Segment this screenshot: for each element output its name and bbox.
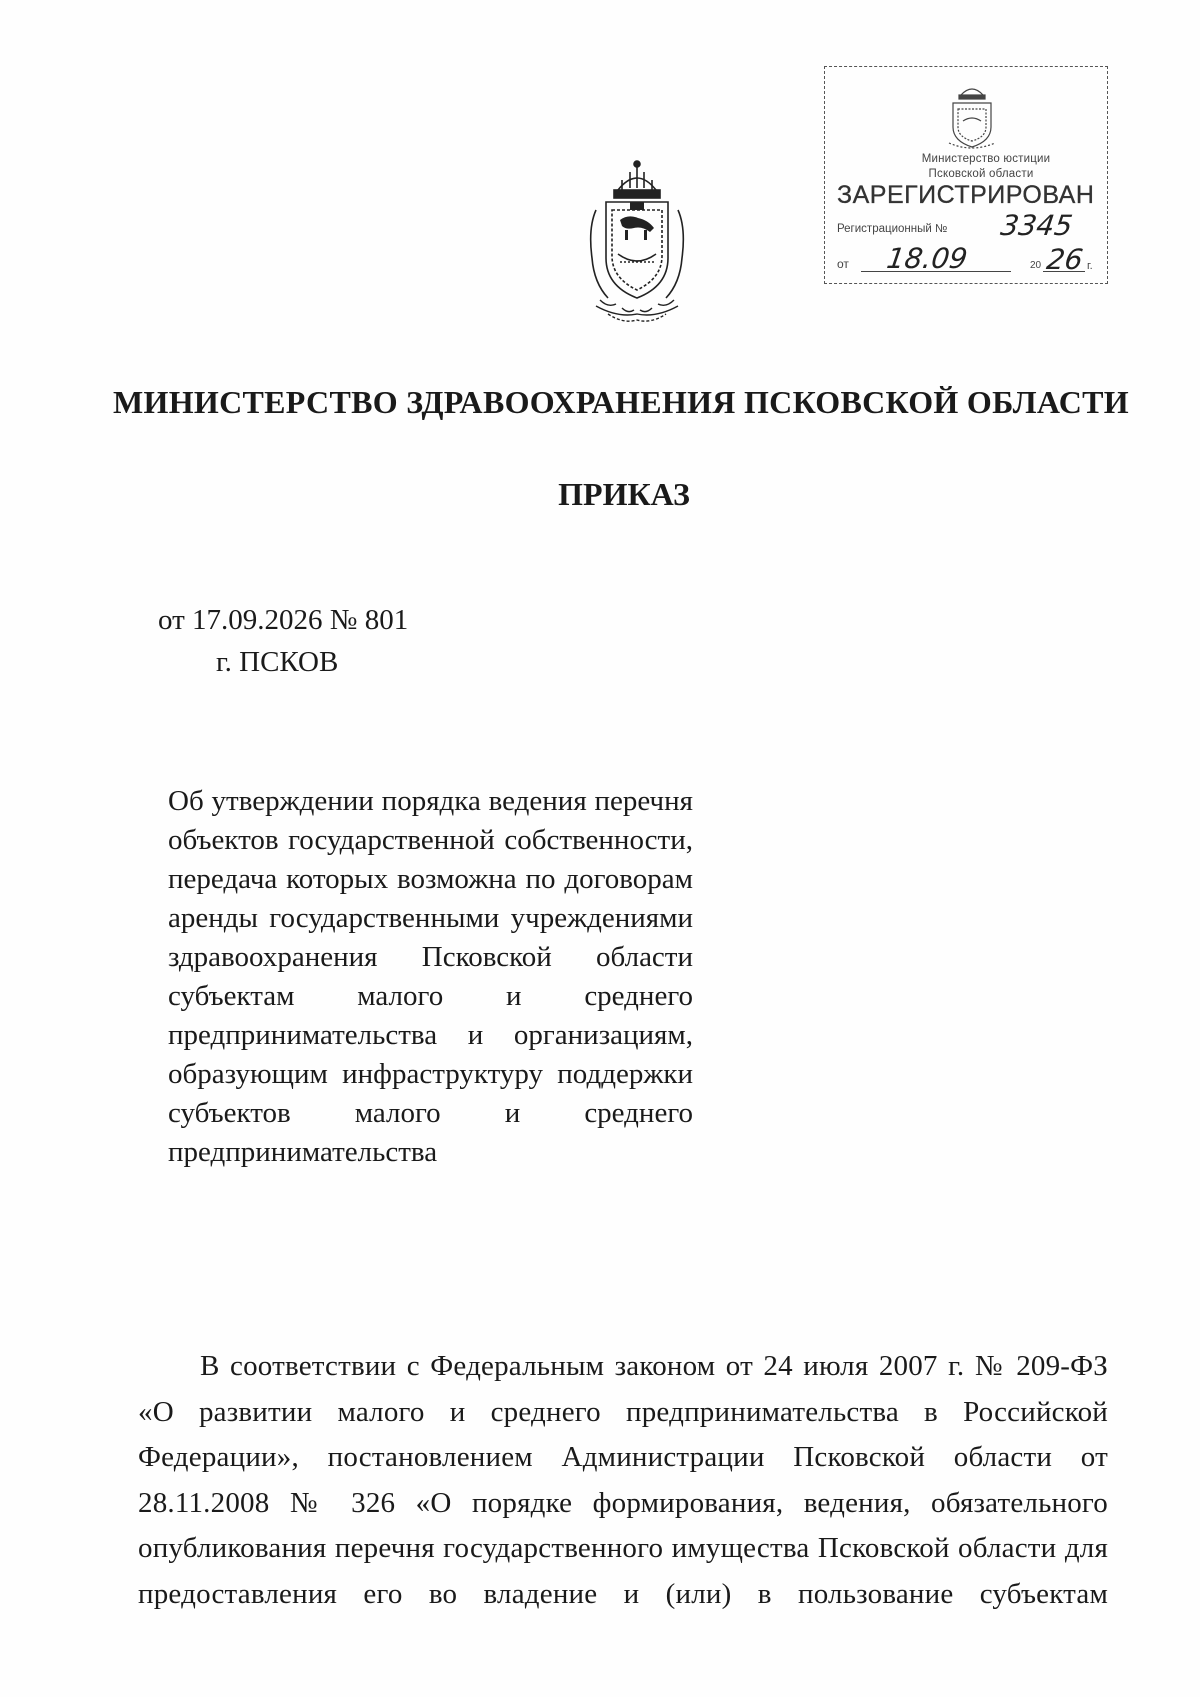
stamp-registration-number: 3345: [998, 209, 1075, 242]
ministry-title: МИНИСТЕРСТВО ЗДРАВООХРАНЕНИЯ ПСКОВСКОЙ ОБЛАСТИ: [113, 384, 1129, 420]
stamp-status: ЗАРЕГИСТРИРОВАН: [837, 181, 1095, 209]
stamp-year-suffix: г.: [1087, 260, 1093, 272]
stamp-registration-date: 18.09: [884, 242, 970, 275]
coat-of-arms-emblem: [578, 158, 696, 326]
order-city: г. ПСКОВ: [216, 646, 339, 678]
stamp-organization-line1: Министерство юстиции: [921, 153, 1051, 165]
registration-stamp: [824, 66, 1108, 284]
document-type-title: ПРИКАЗ: [558, 476, 690, 512]
stamp-year: 26: [1044, 243, 1085, 276]
order-body-paragraph: В соответствии с Федеральным законом от 24 июля 2007 г. № 209-ФЗ «О развитии малого и среднего предпринимательства в Российской Федерации», постановлением Администрации Псковской области от 28.11.2008 № 326 «О порядке формирования, ведения, обязательного опубликования перечня государственного имущества Псковской области для предоставления его во владение и (или) в пользование субъектам: [138, 1350, 1108, 1610]
stamp-from-label: от: [837, 257, 849, 271]
stamp-year-underline: [1043, 271, 1085, 272]
order-date-number: от 17.09.2026 № 801: [158, 604, 409, 636]
order-subject: Об утверждении порядка ведения перечня объектов государственной собственности, передача которых возможна по договорам аренды государственными учреждениями здравоохранения Псковской области субъектам малого и среднего предпринимательства и организациям, образующим инфраструктуру поддержки субъектов малого и среднего предпринимательства: [168, 785, 693, 1168]
stamp-year-prefix: 20: [1030, 260, 1042, 271]
stamp-date-underline: [861, 271, 1011, 272]
stamp-organization-line2: Псковской области: [928, 168, 1034, 180]
stamp-registration-label: Регистрационный №: [837, 223, 948, 235]
stamp-seal-emblem: [943, 81, 1001, 151]
